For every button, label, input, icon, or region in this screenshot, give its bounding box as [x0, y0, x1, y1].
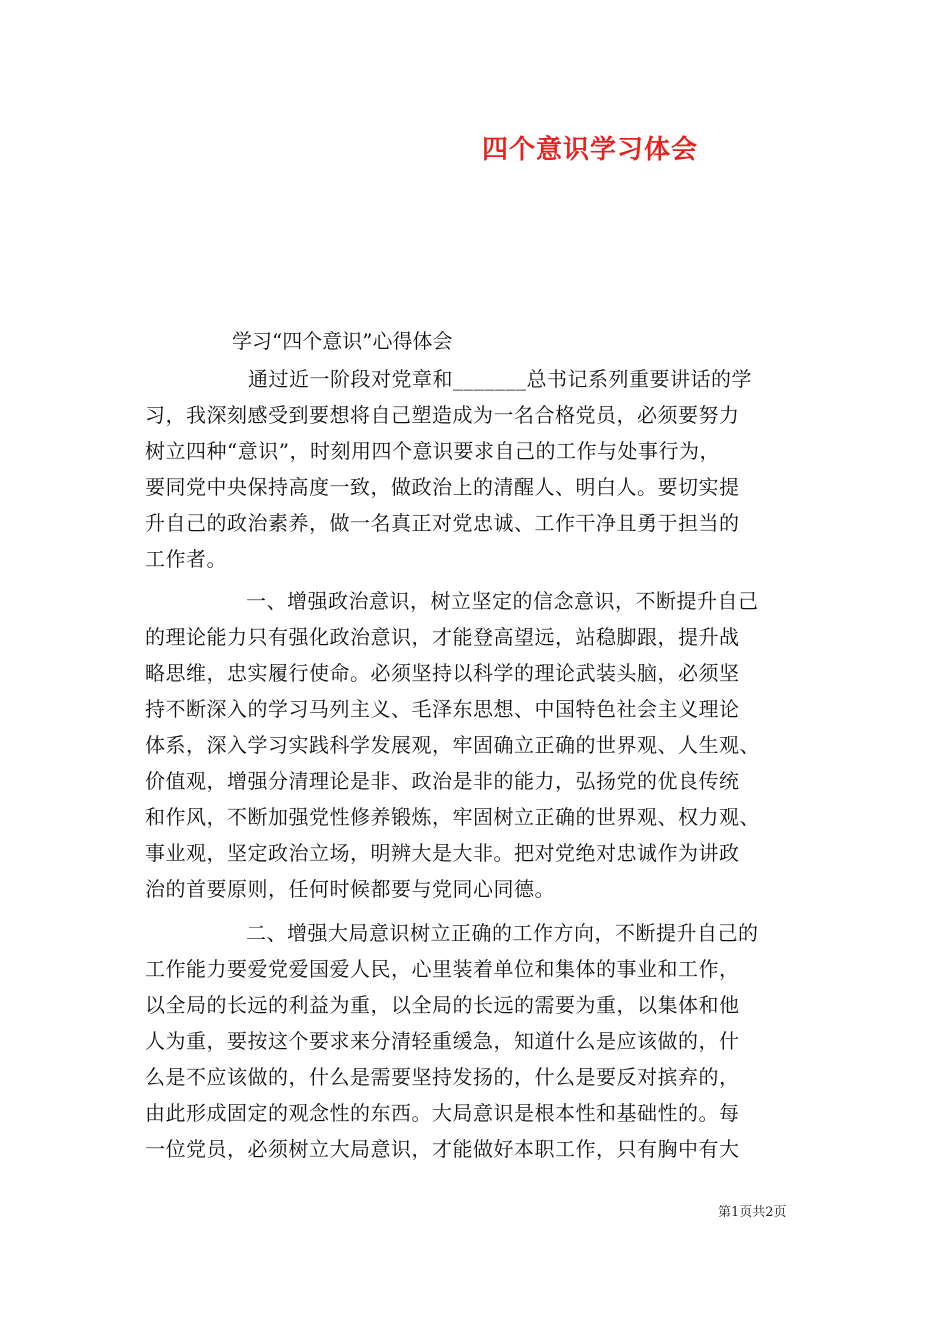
body-line: 以全局的长远的利益为重，以全局的长远的需要为重，以集体和他	[145, 993, 740, 1017]
document-title: 四个意识学习体会	[481, 135, 698, 165]
body-line: 人为重，要按这个要求来分清轻重缓急，知道什么是应该做的，什	[145, 1029, 740, 1053]
body-line: 和作风，不断加强党性修养锻炼，牢固树立正确的世界观、权力观、	[145, 805, 760, 829]
body-line: 一、增强政治意识，树立坚定的信念意识，不断提升自己	[246, 589, 759, 613]
body-line: 么是不应该做的，什么是需要坚持发扬的，什么是要反对摈弃的，	[145, 1065, 740, 1089]
body-line: 树立四种“意识”，时刻用四个意识要求自己的工作与处事行为，	[145, 439, 720, 463]
body-line: 习，我深刻感受到要想将自己塑造成为一名合格党员，必须要努力	[145, 403, 740, 427]
body-line: 事业观，坚定政治立场，明辨大是大非。把对党绝对忠诚作为讲政	[145, 841, 740, 865]
body-line: 由此形成固定的观念性的东西。大局意识是根本性和基础性的。每	[145, 1101, 740, 1125]
body-line: 通过近一阶段对党章和_______总书记系列重要讲话的学	[248, 367, 752, 391]
body-line: 价值观，增强分清理论是非、政治是非的能力，弘扬党的优良传统	[145, 769, 740, 793]
page-number: 第1页共2页	[718, 1205, 787, 1220]
body-line: 略思维，忠实履行使命。必须坚持以科学的理论武装头脑，必须坚	[145, 661, 740, 685]
body-line: 的理论能力只有强化政治意识，才能登高望远，站稳脚跟，提升战	[145, 625, 740, 649]
body-line: 体系，深入学习实践科学发展观，牢固确立正确的世界观、人生观、	[145, 733, 760, 757]
body-line: 二、增强大局意识树立正确的工作方向，不断提升自己的	[246, 921, 759, 945]
body-line: 一位党员，必须树立大局意识，才能做好本职工作，只有胸中有大	[145, 1137, 740, 1161]
document-subtitle: 学习“四个意识”心得体会	[232, 329, 453, 353]
body-line: 持不断深入的学习马列主义、毛泽东思想、中国特色社会主义理论	[145, 697, 740, 721]
body-line: 要同党中央保持高度一致，做政治上的清醒人、明白人。要切实提	[145, 475, 740, 499]
body-line: 升自己的政治素养，做一名真正对党忠诚、工作干净且勇于担当的	[145, 511, 740, 535]
body-line: 治的首要原则，任何时候都要与党同心同德。	[145, 877, 555, 901]
body-line: 工作能力要爱党爱国爱人民，心里装着单位和集体的事业和工作，	[145, 957, 740, 981]
body-line: 工作者。	[145, 547, 227, 571]
